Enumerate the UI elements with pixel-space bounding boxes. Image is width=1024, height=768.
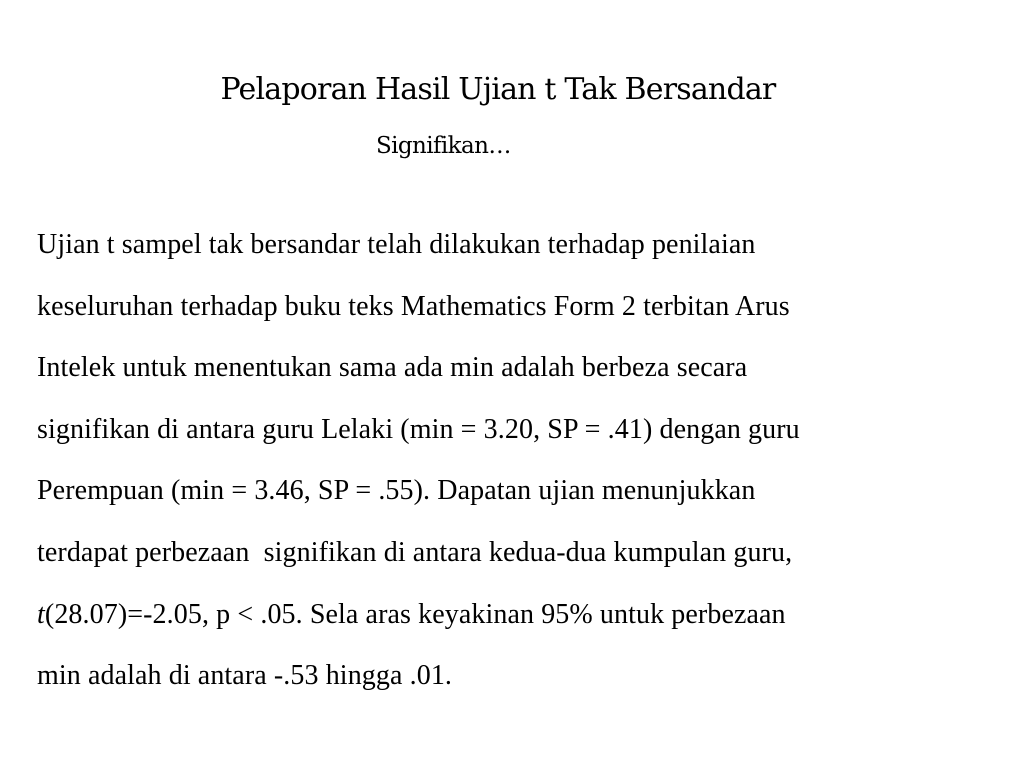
paragraph-line xyxy=(37,337,997,399)
paragraph-line xyxy=(37,522,997,584)
slide-subtitle: Signifikan… xyxy=(376,133,511,159)
slide-body-paragraph xyxy=(37,214,997,707)
paragraph-line-text: min adalah di antara -.53 hingga .01. xyxy=(37,660,453,692)
paragraph-line xyxy=(37,399,997,461)
paragraph-line xyxy=(37,584,997,646)
paragraph-line-text: Perempuan (min = 3.46, SP = .55). Dapatan ujian menunjukkan xyxy=(37,475,756,507)
paragraph-line xyxy=(37,214,997,276)
t-statistic-symbol: t xyxy=(37,598,45,630)
paragraph-line-text: Intelek untuk menentukan sama ada min adalah berbeza secara xyxy=(37,352,748,384)
slide-title: Pelaporan Hasil Ujian t Tak Bersandar xyxy=(220,72,776,107)
paragraph-line-text: signifikan di antara guru Lelaki (min = 3.20, SP = .41) dengan guru xyxy=(37,413,800,445)
paragraph-line-text: terdapat perbezaan signifikan di antara kedua-dua kumpulan guru, xyxy=(37,536,793,568)
paragraph-line-text: keseluruhan terhadap buku teks Mathematics Form 2 terbitan Arus xyxy=(37,290,790,322)
paragraph-line-text: (28.07)=-2.05, p < .05. Sela aras keyakinan 95% untuk perbezaan xyxy=(44,598,786,630)
paragraph-line xyxy=(37,276,997,338)
paragraph-line xyxy=(37,645,997,707)
paragraph-line xyxy=(37,460,997,522)
paragraph-line-text: Ujian t sampel tak bersandar telah dilakukan terhadap penilaian xyxy=(37,229,756,260)
